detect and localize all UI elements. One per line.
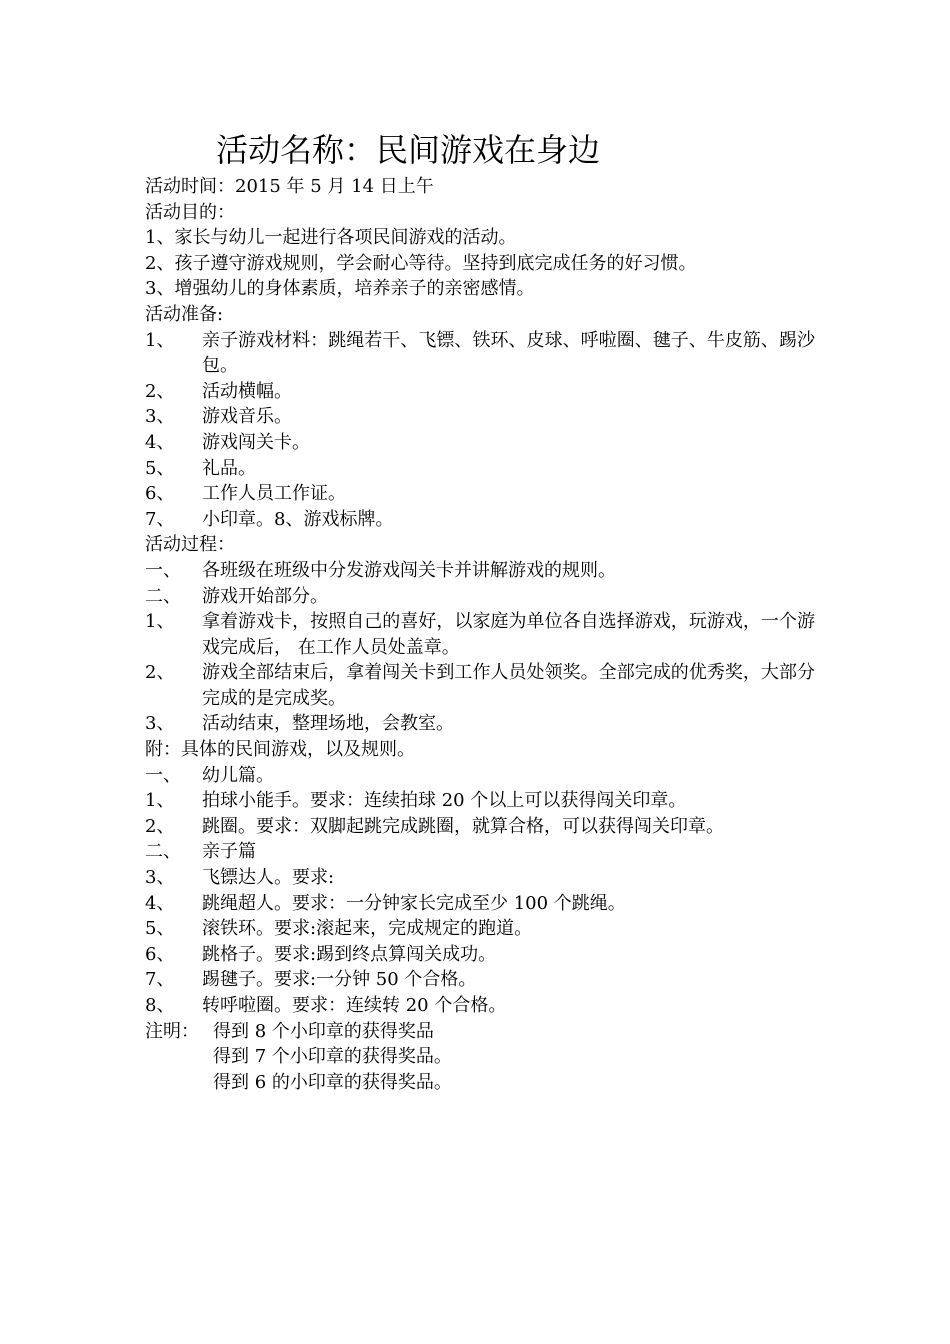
item-text: 滚铁环。要求:滚起来，完成规定的跑道。 [202, 918, 533, 940]
item-text: 跳格子。要求:踢到终点算闯关成功。 [202, 943, 497, 965]
appendix-item [145, 891, 815, 917]
item-number: 3、 [145, 713, 175, 735]
appendix-heading: 附：具体的民间游戏，以及规则。 [145, 739, 415, 761]
prep-item [145, 430, 815, 456]
item-number: 5、 [145, 457, 175, 479]
item-number: 8、 [145, 995, 175, 1016]
activity-time: 活动时间：2015 年 5 月 14 日上午 [145, 176, 434, 197]
process-item [145, 609, 815, 660]
item-number: 5、 [145, 918, 175, 940]
item-text: 飞镖达人。要求: [202, 867, 335, 889]
item-number: 1、 [145, 611, 175, 633]
item-number: 7、 [145, 969, 175, 991]
document-body [145, 174, 815, 1095]
prep-item [145, 507, 815, 533]
item-text: 活动横幅。 [202, 380, 292, 402]
item-number: 一、 [145, 764, 181, 786]
item-number: 4、 [145, 892, 175, 914]
prep-item [145, 404, 815, 430]
item-text: 游戏全部结束后，拿着闯关卡到工作人员处领奖。全部完成的优秀奖，大部分完成的是完成奖。 [202, 662, 815, 709]
item-text: 跳圈。要求：双脚起跳完成跳圈，就算合格，可以获得闯关印章。 [202, 815, 724, 837]
prep-item [145, 328, 815, 379]
item-number: 4、 [145, 431, 175, 453]
item-text: 礼品。 [202, 457, 256, 479]
goal-item: 2、孩子遵守游戏规则，学会耐心等待。坚持到底完成任务的好习惯。 [145, 252, 697, 274]
item-number: 3、 [145, 406, 175, 428]
item-text: 拿着游戏卡，按照自己的喜好，以家庭为单位各自选择游戏，玩游戏，一个游戏完成后， 在工作人员处盖章。 [202, 611, 815, 658]
goal-item: 3、增强幼儿的身体素质，培养亲子的亲密感情。 [145, 278, 535, 300]
note-label: 注明： [145, 1020, 199, 1042]
process-item [145, 711, 815, 737]
item-text: 幼儿篇。 [202, 764, 274, 786]
note-line: 得到 7 个小印章的获得奖品。 [213, 1046, 452, 1068]
note-lines [213, 1019, 815, 1096]
item-text: 活动结束，整理场地，会教室。 [202, 713, 454, 735]
item-number: 二、 [145, 841, 181, 863]
note-line: 得到 8 个小印章的获得奖品 [213, 1020, 434, 1042]
item-number: 1、 [145, 790, 175, 812]
appendix-item [145, 763, 815, 789]
prep-item [145, 481, 815, 507]
process-item [145, 558, 815, 584]
item-number: 3、 [145, 867, 175, 889]
item-number: 7、 [145, 508, 175, 530]
note-block [145, 1019, 815, 1096]
item-text: 拍球小能手。要求：连续拍球 20 个以上可以获得闯关印章。 [202, 790, 687, 812]
prep-item [145, 379, 815, 405]
appendix-item [145, 916, 815, 942]
item-number: 6、 [145, 943, 175, 965]
item-text: 游戏音乐。 [202, 406, 292, 428]
item-number: 2、 [145, 662, 175, 684]
item-text: 跳绳超人。要求：一分钟家长完成至少 100 个跳绳。 [202, 892, 626, 914]
process-item [145, 584, 815, 610]
appendix-item [145, 942, 815, 968]
item-text: 小印章。8、游戏标牌。 [202, 508, 394, 530]
item-text: 各班级在班级中分发游戏闯关卡并讲解游戏的规则。 [202, 559, 616, 581]
goal-item: 1、家长与幼儿一起进行各项民间游戏的活动。 [145, 227, 517, 249]
item-text: 亲子游戏材料：跳绳若干、飞镖、铁环、皮球、呼啦圈、毽子、牛皮筋、踢沙包。 [202, 329, 815, 377]
activity-title: 活动名称：民间游戏在身边 [216, 131, 601, 169]
item-text: 亲子篇 [202, 841, 256, 863]
goals-heading: 活动目的： [145, 201, 235, 223]
appendix-item [145, 839, 815, 865]
prep-item [145, 456, 815, 482]
item-number: 6、 [145, 483, 175, 505]
prep-heading: 活动准备: [145, 303, 224, 325]
appendix-item [145, 993, 815, 1019]
item-number: 一、 [145, 559, 181, 581]
process-heading: 活动过程： [145, 534, 235, 556]
note-line: 得到 6 的小印章的获得奖品。 [213, 1071, 452, 1093]
item-text: 工作人员工作证。 [202, 483, 346, 505]
appendix-item [145, 788, 815, 814]
appendix-item [145, 814, 815, 840]
item-number: 2、 [145, 380, 175, 402]
item-text: 游戏开始部分。 [202, 585, 328, 607]
appendix-item [145, 967, 815, 993]
item-text: 踢毽子。要求:一分钟 50 个合格。 [202, 969, 477, 991]
appendix-item [145, 865, 815, 891]
item-number: 2、 [145, 815, 175, 837]
process-item [145, 660, 815, 711]
item-number: 二、 [145, 585, 181, 607]
item-number: 1、 [145, 329, 175, 351]
item-text: 转呼啦圈。要求：连续转 20 个合格。 [202, 995, 507, 1016]
item-text: 游戏闯关卡。 [202, 431, 310, 453]
